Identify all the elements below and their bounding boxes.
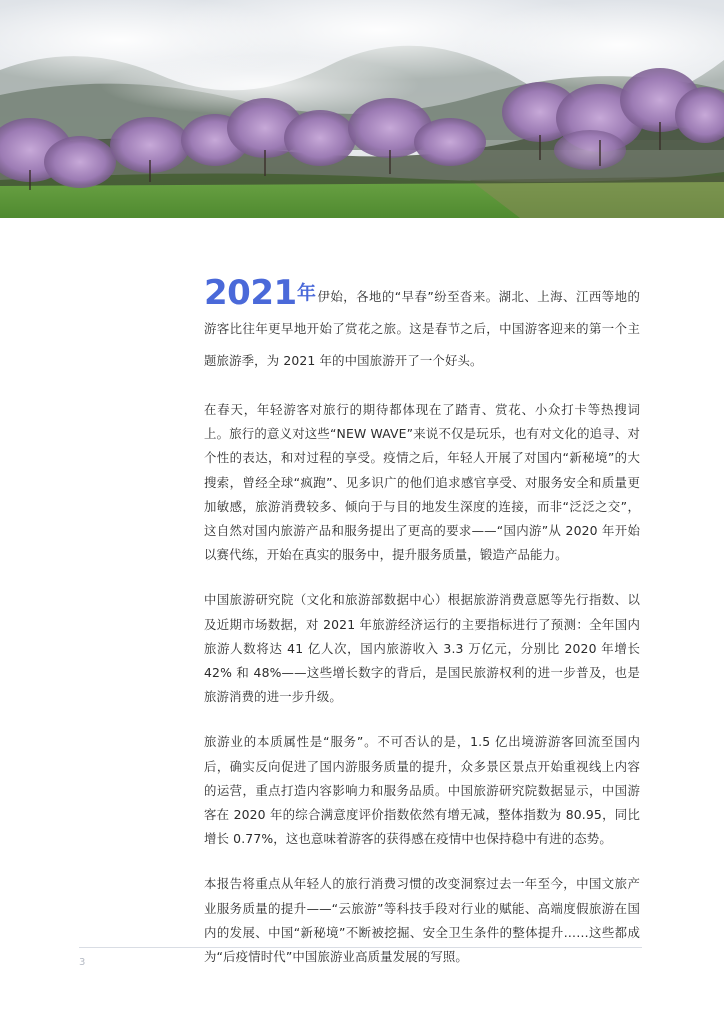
lead-year: 2021	[204, 273, 297, 313]
footer-divider	[79, 947, 642, 948]
paragraph-intro	[204, 273, 640, 377]
hero-photo	[0, 0, 724, 218]
paragraph-young-travelers: 在春天，年轻游客对旅行的期待都体现在了踏青、赏花、小众打卡等热搜词上。旅行的意义对这些“NEW WAVE”来说不仅是玩乐，也有对文化的追寻、对个性的表达，和对过程的享受。疫情之后，年轻人开展了对国内“新秘境”的大搜索，曾经全球“疯跑”、见多识广的他们追求感官享受、对服务安全和质量更加敏感，旅游消费较多、倾向于与目的地发生深度的连接，而非“泛泛之交”，这自然对国内旅游产品和服务提出了更高的要求——“国内游”从 2020 年开始以赛代练，开始在真实的服务中，提升服务质量，锻造产品能力。	[204, 402, 640, 563]
page-number: 3	[79, 957, 86, 968]
paragraph-intro-text: 伊始，各地的“早春”纷至沓来。湖北、上海、江西等地的游客比往年更早地开始了赏花之旅。这是春节之后，中国游客迎来的第一个主题旅游季，为 2021 年的中国旅游开了一个好头。	[204, 289, 640, 368]
landscape-photo-icon	[0, 0, 724, 218]
paragraph-forecast: 中国旅游研究院（文化和旅游部数据中心）根据旅游消费意愿等先行指数、以及近期市场数据，对 2021 年旅游经济运行的主要指标进行了预测：全年国内旅游人数将达 41 亿人次，国内旅游收入 3.3 万亿元，分别比 2020 年增长 42% 和 48%——这些增长数字的背后，是国民旅游权利的进一步普及，也是旅游消费的进一步升级。	[204, 592, 640, 705]
lead-year-unit: 年	[296, 282, 317, 304]
paragraph-report-focus: 本报告将重点从年轻人的旅行消费习惯的改变洞察过去一年至今，中国文旅产业服务质量的提升——“云旅游”等科技手段对行业的赋能、高端度假旅游在国内的发展、中国“新秘境”不断被挖掘、安全卫生条件的整体提升……这些都成为“后疫情时代”中国旅游业高质量发展的写照。	[204, 876, 640, 965]
article-body	[204, 273, 640, 990]
paragraph-service: 旅游业的本质属性是“服务”。不可否认的是，1.5 亿出境游游客回流至国内后，确实反向促进了国内游服务质量的提升，众多景区景点开始重视线上内容的运营，重点打造内容影响力和服务品质。中国旅游研究院数据显示，中国游客在 2020 年的综合满意度评价指数依然有增无减，整体指数为 80.95，同比增长 0.77%，这也意味着游客的获得感在疫情中也保持稳中有进的态势。	[204, 734, 640, 847]
